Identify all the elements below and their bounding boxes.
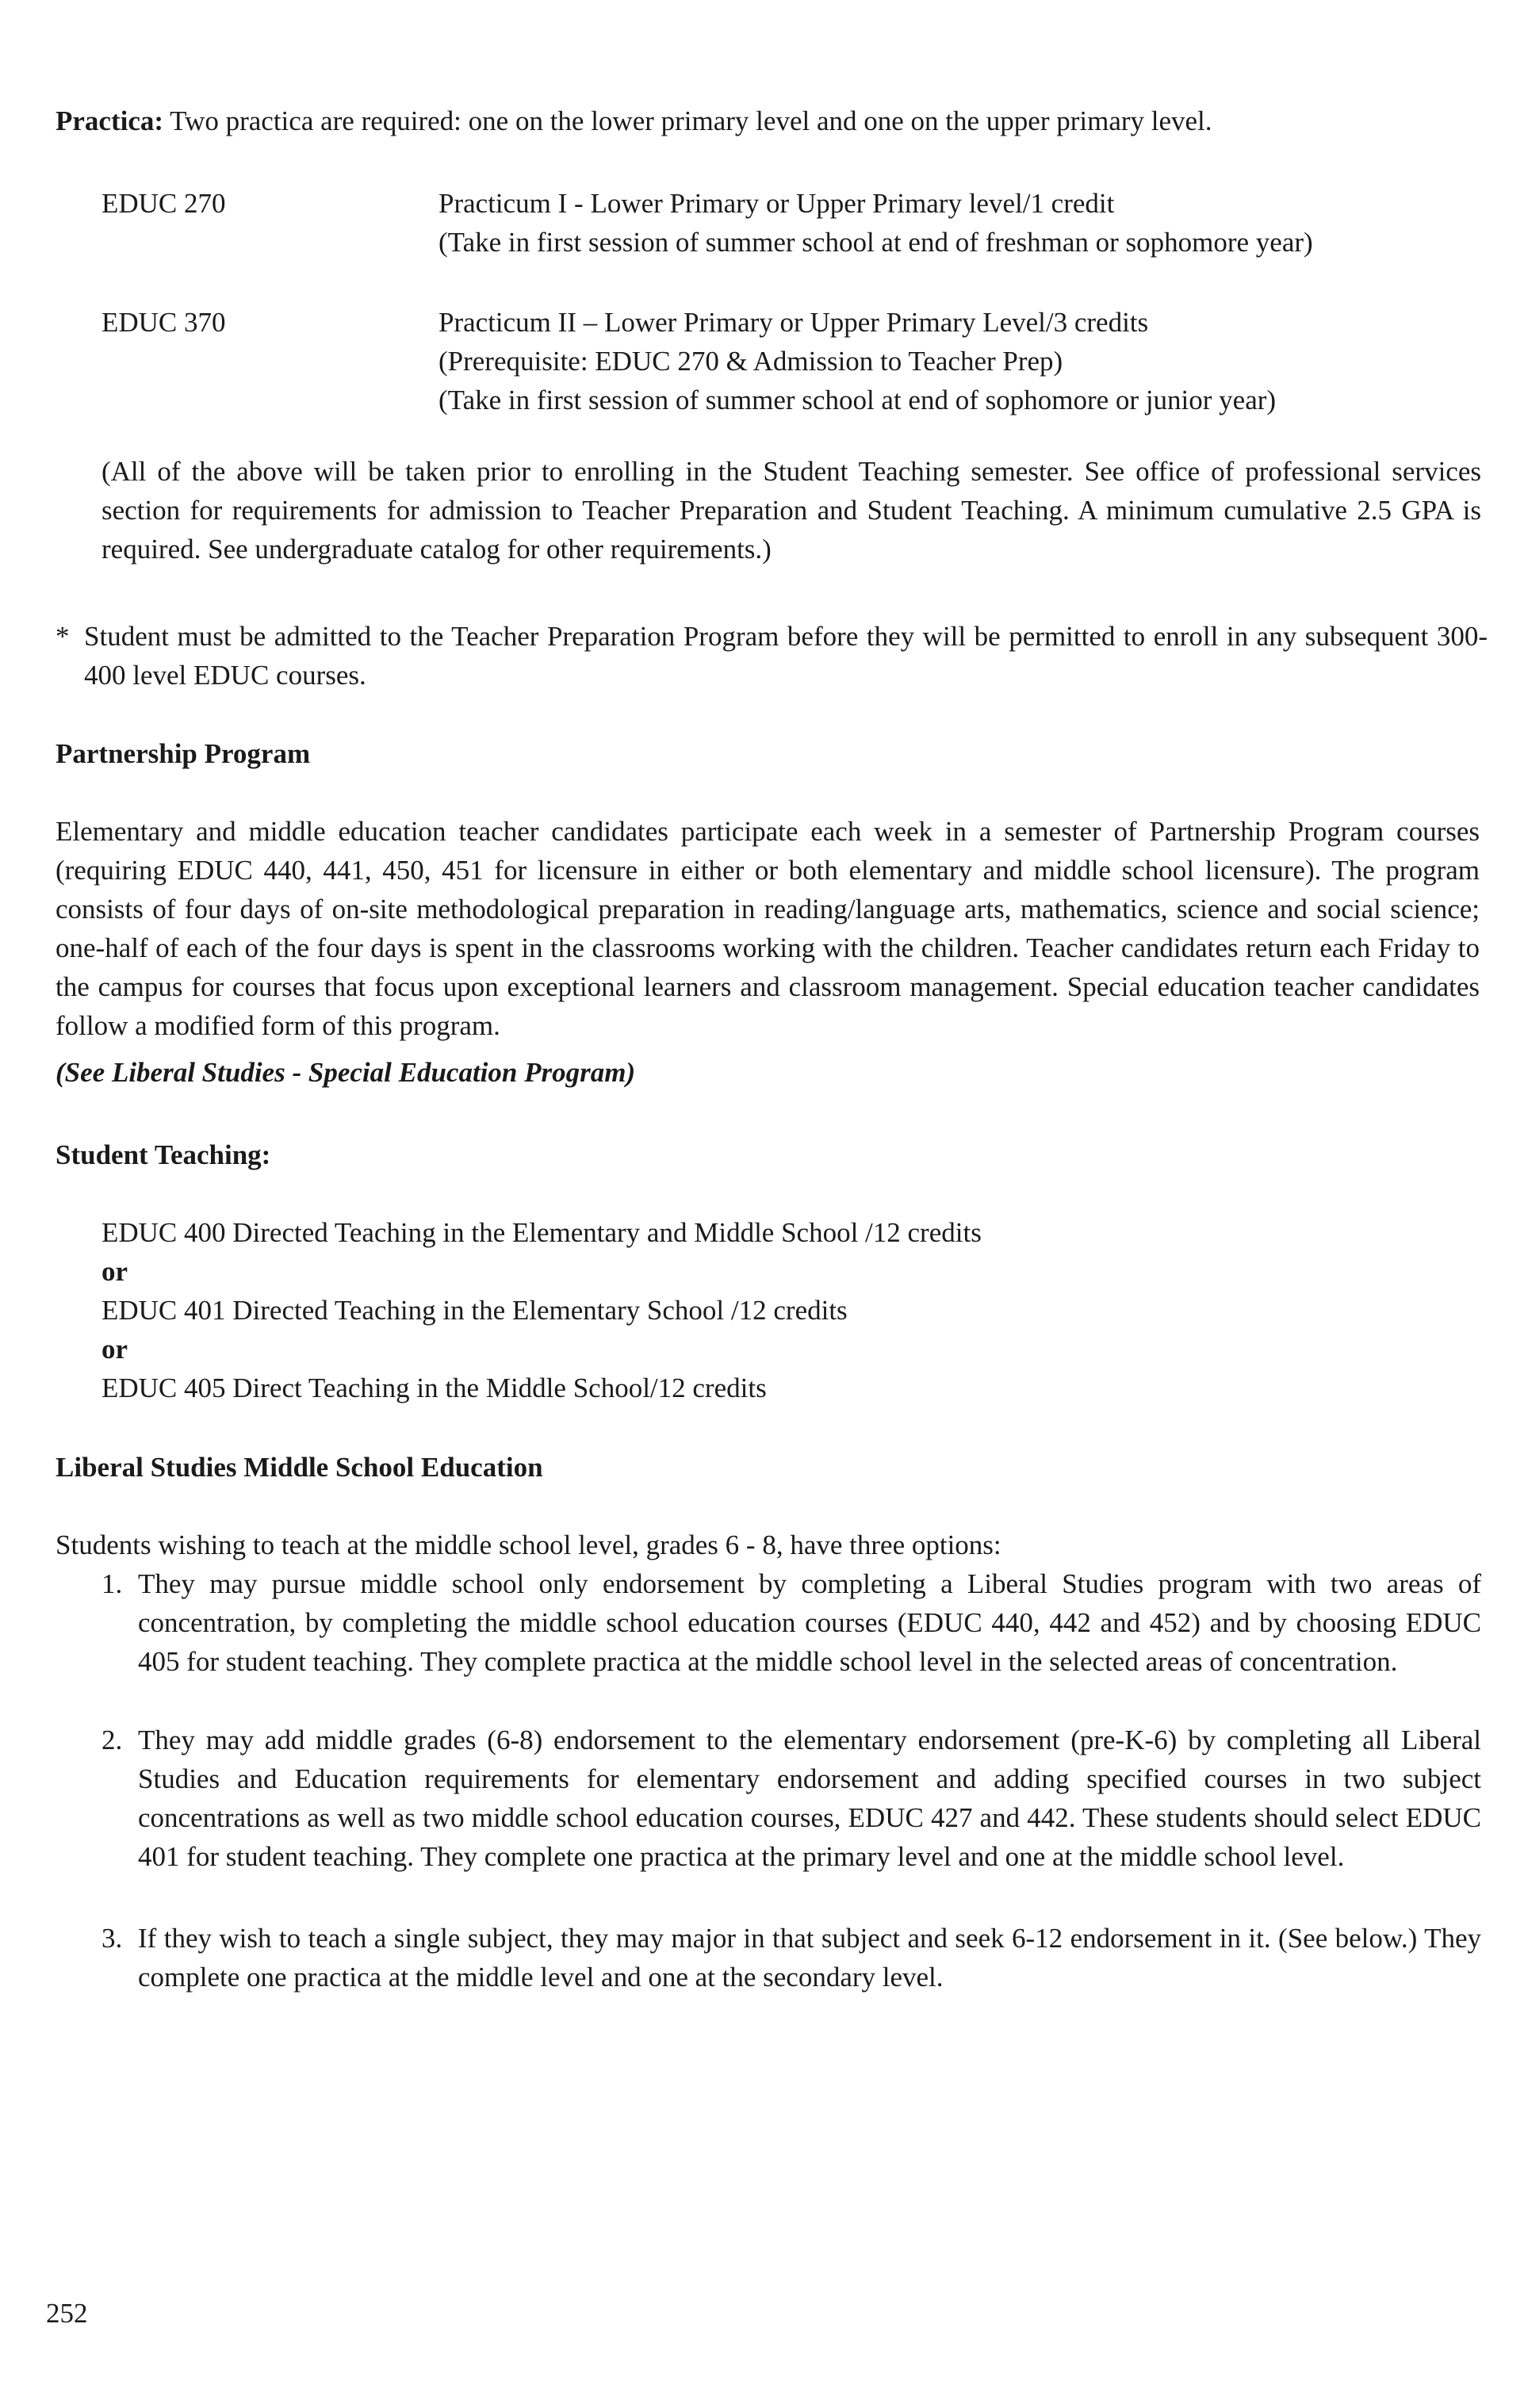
middle-school-option-1: [101, 1564, 1481, 1681]
course-code: EDUC 370: [101, 307, 226, 338]
student-teaching-option: EDUC 405 Direct Teaching in the Middle School/12 credits: [101, 1372, 767, 1403]
course-row-educ-370: [0, 303, 1528, 430]
student-teaching-options: [101, 1213, 1481, 1407]
practica-intro: [56, 101, 1507, 140]
option-text: If they wish to teach a single subject, they may major in that subject and seek 6-12 endorsement in it. (See below.) They complete one practica at the middle level and one at the secondary level.: [138, 1923, 1481, 1993]
practica-label: Practica:: [56, 105, 164, 136]
asterisk-note: [56, 617, 1507, 695]
course-row-educ-270: [0, 184, 1528, 271]
middle-school-heading: Liberal Studies Middle School Education: [56, 1452, 543, 1483]
partnership-body: Elementary and middle education teacher candidates participate each week in a semester of Partnership Program courses (requiring EDUC 440, 441, 450, 451 for licensure in either or both elementary and middle school licensure). The program consists of four days of on-site methodological preparation in reading/language arts, mathematics, science and social science; one-half of each of the four days is spent in the classrooms working with the children. Teacher candidates return each Friday to the campus for courses that focus upon exceptional learners and classroom management. Special education teacher candidates follow a modified form of this program.: [56, 816, 1480, 1041]
partnership-see-also: (See Liberal Studies - Special Education Program): [56, 1057, 636, 1088]
option-number: 2.: [101, 1725, 123, 1755]
option-text: They may add middle grades (6-8) endorsement to the elementary endorsement (pre-K-6) by completing all Liberal Studies and Education requirements for elementary endorsement and adding specified courses in two subject concentrations as well as two middle school education courses, EDUC 427 and 442. These students should select EDUC 401 for student teaching. They complete one practica at the primary level and one at the middle school level.: [138, 1725, 1481, 1872]
practica-note: (All of the above will be taken prior to enrolling in the Student Teaching semester. See office of professional services section for requirements for admission to Teacher Preparation and Student Teaching. A minimum cumulative 2.5 GPA is required. See undergraduate catalog for other requirements.): [101, 456, 1481, 565]
asterisk-mark: *: [56, 621, 70, 652]
middle-school-option-3: [101, 1919, 1481, 1996]
course-line: Practicum I - Lower Primary or Upper Primary level/1 credit: [438, 188, 1115, 219]
or-label: or: [101, 1256, 128, 1287]
option-text: They may pursue middle school only endorsement by completing a Liberal Studies program with two areas of concentration, by completing the middle school education courses (EDUC 440, 442 and 452) and by choosing EDUC 405 for student teaching. They complete practica at the middle school level in the selected areas of concentration.: [138, 1568, 1481, 1677]
course-line: (Take in first session of summer school at end of freshman or sophomore year): [438, 227, 1313, 258]
course-description: [438, 303, 1493, 419]
page-number: 252: [46, 2298, 88, 2329]
student-teaching-heading: Student Teaching:: [56, 1139, 271, 1170]
course-line: Practicum II – Lower Primary or Upper Primary Level/3 credits: [438, 307, 1149, 338]
middle-school-option-2: [101, 1721, 1481, 1876]
option-number: 3.: [101, 1923, 123, 1954]
or-label: or: [101, 1334, 128, 1365]
course-line: (Take in first session of summer school at end of sophomore or junior year): [438, 385, 1277, 415]
option-number: 1.: [101, 1568, 123, 1599]
student-teaching-option: EDUC 400 Directed Teaching in the Elementary and Middle School /12 credits: [101, 1217, 982, 1248]
middle-school-intro: Students wishing to teach at the middle school level, grades 6 - 8, have three options:: [56, 1529, 1001, 1560]
partnership-heading: Partnership Program: [56, 738, 311, 769]
student-teaching-option: EDUC 401 Directed Teaching in the Elementary School /12 credits: [101, 1295, 848, 1326]
asterisk-note-text: Student must be admitted to the Teacher Preparation Program before they will be permitted to enroll in any subsequent 300-400 level EDUC courses.: [84, 621, 1488, 691]
practica-text: Two practica are required: one on the lower primary level and one on the upper primary level.: [163, 105, 1212, 136]
course-line: (Prerequisite: EDUC 270 & Admission to Teacher Prep): [438, 346, 1063, 377]
course-description: [438, 184, 1493, 262]
course-code: EDUC 270: [101, 188, 226, 219]
